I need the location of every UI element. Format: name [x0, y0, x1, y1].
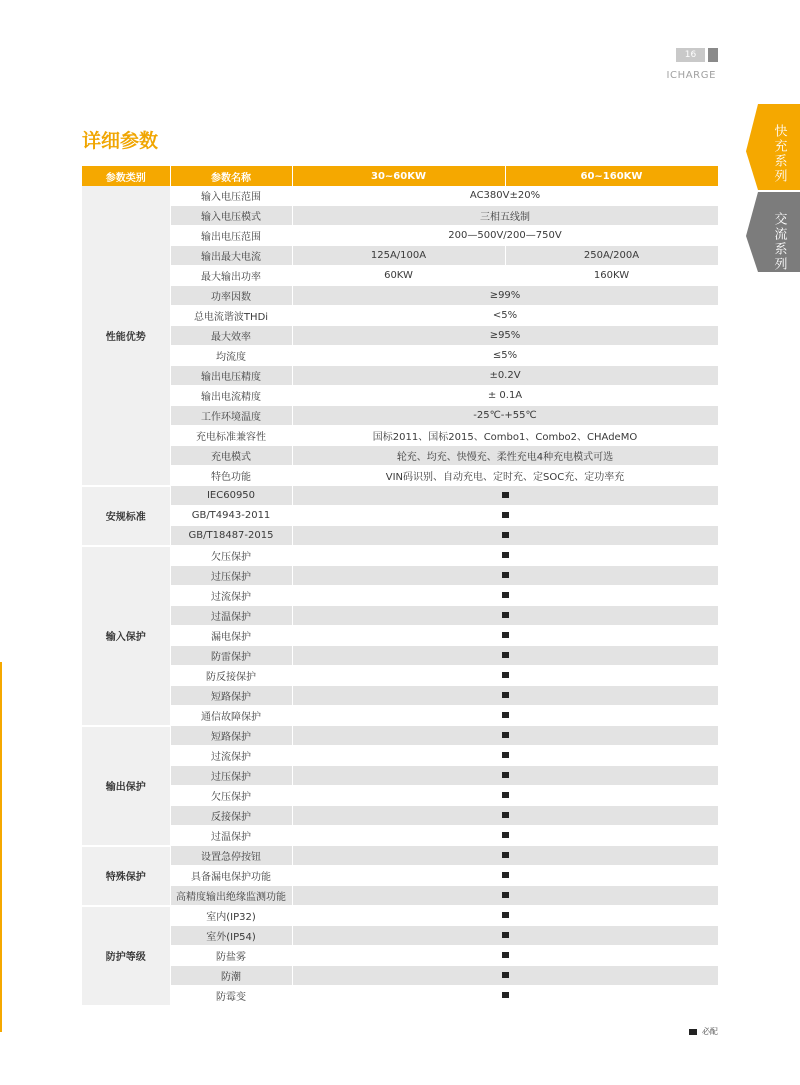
param-name-cell: 特色功能 — [170, 466, 292, 486]
table-row — [82, 746, 718, 766]
table-row — [82, 286, 718, 306]
param-name-cell: 通信故障保护 — [170, 706, 292, 726]
required-mark-icon — [502, 852, 509, 858]
brand-name: ICHARGE — [666, 70, 716, 81]
table-row — [82, 326, 718, 346]
value-cell: ± 0.1A — [292, 386, 718, 406]
param-name-cell: 防雷保护 — [170, 646, 292, 666]
param-name-cell: 具备漏电保护功能 — [170, 866, 292, 886]
required-mark-cell — [292, 786, 718, 806]
required-mark-icon — [502, 612, 509, 618]
required-mark-cell — [292, 846, 718, 866]
category-cell: 防护等级 — [82, 906, 170, 1006]
param-name-cell: 均流度 — [170, 346, 292, 366]
page-number: 16 — [676, 48, 705, 62]
required-mark-icon — [502, 892, 509, 898]
table-row — [82, 786, 718, 806]
param-name-cell: 欠压保护 — [170, 546, 292, 566]
side-tab-ac-series[interactable] — [758, 192, 800, 272]
required-mark-cell — [292, 546, 718, 566]
required-mark-icon — [502, 972, 509, 978]
header-60-160kw: 60~160KW — [505, 166, 718, 186]
param-name-cell: 最大输出功率 — [170, 266, 292, 286]
required-mark-cell — [292, 526, 718, 546]
param-name-cell: 防反接保护 — [170, 666, 292, 686]
param-name-cell: 总电流谐波THDi — [170, 306, 292, 326]
required-mark-icon — [502, 672, 509, 678]
table-row — [82, 906, 718, 926]
table-row — [82, 666, 718, 686]
table-row — [82, 206, 718, 226]
required-mark-cell — [292, 946, 718, 966]
value-60-160kw-cell: 160KW — [505, 266, 718, 286]
header-category: 参数类别 — [82, 166, 170, 186]
value-cell: -25℃-+55℃ — [292, 406, 718, 426]
table-row — [82, 466, 718, 486]
table-row — [82, 546, 718, 566]
table-row — [82, 486, 718, 506]
table-row — [82, 846, 718, 866]
value-30-60kw-cell: 60KW — [292, 266, 505, 286]
table-row — [82, 346, 718, 366]
table-row — [82, 426, 718, 446]
legend — [689, 1026, 718, 1037]
param-name-cell: GB/T4943-2011 — [170, 506, 292, 526]
param-name-cell: 充电标准兼容性 — [170, 426, 292, 446]
required-mark-cell — [292, 626, 718, 646]
param-name-cell: 过流保护 — [170, 746, 292, 766]
value-cell: AC380V±20% — [292, 186, 718, 206]
value-60-160kw-cell: 250A/200A — [505, 246, 718, 266]
required-mark-icon — [502, 772, 509, 778]
table-row — [82, 306, 718, 326]
param-name-cell: 过温保护 — [170, 606, 292, 626]
required-mark-icon — [502, 752, 509, 758]
param-name-cell: 输出最大电流 — [170, 246, 292, 266]
page-number-marker — [708, 48, 718, 62]
table-row — [82, 806, 718, 826]
required-mark-cell — [292, 806, 718, 826]
required-mark-cell — [292, 706, 718, 726]
required-mark-icon — [502, 992, 509, 998]
param-name-cell: 室外(IP54) — [170, 926, 292, 946]
param-name-cell: 输入电压模式 — [170, 206, 292, 226]
required-mark-cell — [292, 486, 718, 506]
side-tab-label: 快充系列 — [771, 124, 787, 184]
table-row — [82, 406, 718, 426]
table-row — [82, 226, 718, 246]
param-name-cell: 输入电压范围 — [170, 186, 292, 206]
table-row — [82, 926, 718, 946]
param-name-cell: 短路保护 — [170, 686, 292, 706]
required-mark-cell — [292, 646, 718, 666]
required-mark-cell — [292, 886, 718, 906]
table-row — [82, 886, 718, 906]
required-mark-cell — [292, 606, 718, 626]
param-name-cell: 防潮 — [170, 966, 292, 986]
value-cell: 三相五线制 — [292, 206, 718, 226]
param-name-cell: 欠压保护 — [170, 786, 292, 806]
required-mark-cell — [292, 926, 718, 946]
value-cell: 200—500V/200—750V — [292, 226, 718, 246]
required-mark-icon — [502, 932, 509, 938]
legend-label: 必配 — [702, 1027, 718, 1036]
page-number-box — [676, 48, 718, 62]
param-name-cell: 充电模式 — [170, 446, 292, 466]
param-name-cell: IEC60950 — [170, 486, 292, 506]
category-cell: 输入保护 — [82, 546, 170, 726]
table-row — [82, 386, 718, 406]
param-name-cell: 输出电流精度 — [170, 386, 292, 406]
required-mark-icon — [502, 632, 509, 638]
side-tab-label: 交流系列 — [771, 212, 787, 272]
param-name-cell: 高精度输出绝缘监测功能 — [170, 886, 292, 906]
required-mark-icon — [689, 1029, 697, 1035]
required-mark-icon — [502, 712, 509, 718]
required-mark-icon — [502, 812, 509, 818]
value-cell: VIN码识别、自动充电、定时充、定SOC充、定功率充 — [292, 466, 718, 486]
param-name-cell: 过流保护 — [170, 586, 292, 606]
table-row — [82, 966, 718, 986]
value-cell: ≥99% — [292, 286, 718, 306]
left-accent-bar — [0, 662, 2, 1032]
required-mark-cell — [292, 686, 718, 706]
param-name-cell: 过压保护 — [170, 566, 292, 586]
required-mark-icon — [502, 872, 509, 878]
section-title: 详细参数 — [82, 130, 159, 152]
param-name-cell: 过压保护 — [170, 766, 292, 786]
table-row — [82, 986, 718, 1006]
param-name-cell: 防霉变 — [170, 986, 292, 1006]
required-mark-icon — [502, 552, 509, 558]
side-tab-fast-charge[interactable] — [758, 104, 800, 190]
param-name-cell: 漏电保护 — [170, 626, 292, 646]
value-cell: ±0.2V — [292, 366, 718, 386]
param-name-cell: 输出电压精度 — [170, 366, 292, 386]
value-cell: 国标2011、国标2015、Combo1、Combo2、CHAdeMO — [292, 426, 718, 446]
table-row — [82, 506, 718, 526]
table-row — [82, 726, 718, 746]
required-mark-icon — [502, 832, 509, 838]
param-name-cell: 设置急停按钮 — [170, 846, 292, 866]
required-mark-icon — [502, 732, 509, 738]
required-mark-cell — [292, 766, 718, 786]
table-row — [82, 186, 718, 206]
table-row — [82, 446, 718, 466]
required-mark-cell — [292, 666, 718, 686]
required-mark-cell — [292, 726, 718, 746]
required-mark-cell — [292, 826, 718, 846]
required-mark-cell — [292, 506, 718, 526]
spec-table-body — [82, 186, 718, 1006]
header-param-name: 参数名称 — [170, 166, 292, 186]
value-cell: ≤5% — [292, 346, 718, 366]
table-row — [82, 566, 718, 586]
table-row — [82, 246, 718, 266]
table-row — [82, 606, 718, 626]
param-name-cell: 功率因数 — [170, 286, 292, 306]
required-mark-cell — [292, 906, 718, 926]
category-cell: 输出保护 — [82, 726, 170, 846]
required-mark-cell — [292, 566, 718, 586]
required-mark-icon — [502, 652, 509, 658]
param-name-cell: 最大效率 — [170, 326, 292, 346]
required-mark-icon — [502, 512, 509, 518]
table-header-row — [82, 166, 718, 186]
param-name-cell: 短路保护 — [170, 726, 292, 746]
table-row — [82, 586, 718, 606]
value-cell: <5% — [292, 306, 718, 326]
category-cell: 性能优势 — [82, 186, 170, 486]
required-mark-cell — [292, 966, 718, 986]
param-name-cell: 输出电压范围 — [170, 226, 292, 246]
param-name-cell: 过温保护 — [170, 826, 292, 846]
category-cell: 特殊保护 — [82, 846, 170, 906]
table-row — [82, 526, 718, 546]
required-mark-icon — [502, 532, 509, 538]
param-name-cell: 工作环境温度 — [170, 406, 292, 426]
table-row — [82, 766, 718, 786]
required-mark-cell — [292, 986, 718, 1006]
value-cell: ≥95% — [292, 326, 718, 346]
required-mark-icon — [502, 572, 509, 578]
value-cell: 轮充、均充、快慢充、柔性充电4种充电模式可选 — [292, 446, 718, 466]
table-row — [82, 866, 718, 886]
required-mark-cell — [292, 586, 718, 606]
table-row — [82, 706, 718, 726]
required-mark-cell — [292, 866, 718, 886]
required-mark-icon — [502, 952, 509, 958]
required-mark-icon — [502, 592, 509, 598]
param-name-cell: GB/T18487-2015 — [170, 526, 292, 546]
required-mark-icon — [502, 492, 509, 498]
table-row — [82, 826, 718, 846]
value-30-60kw-cell: 125A/100A — [292, 246, 505, 266]
param-name-cell: 室内(IP32) — [170, 906, 292, 926]
table-row — [82, 366, 718, 386]
table-row — [82, 646, 718, 666]
table-row — [82, 266, 718, 286]
required-mark-cell — [292, 746, 718, 766]
header-30-60kw: 30~60KW — [292, 166, 505, 186]
category-cell: 安规标准 — [82, 486, 170, 546]
table-row — [82, 946, 718, 966]
table-row — [82, 686, 718, 706]
spec-table — [82, 166, 719, 1007]
table-row — [82, 626, 718, 646]
param-name-cell: 反接保护 — [170, 806, 292, 826]
required-mark-icon — [502, 692, 509, 698]
param-name-cell: 防盐雾 — [170, 946, 292, 966]
required-mark-icon — [502, 912, 509, 918]
required-mark-icon — [502, 792, 509, 798]
